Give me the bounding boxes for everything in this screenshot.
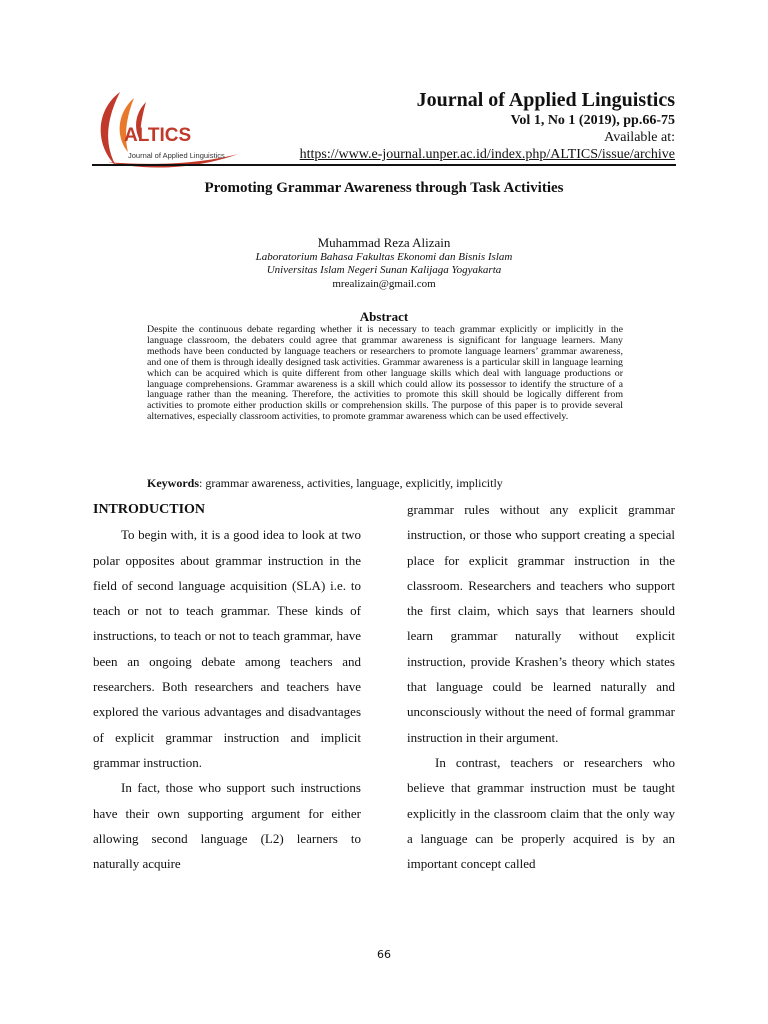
affiliation-line-2: Universitas Islam Negeri Sunan Kalijaga Yogyakarta xyxy=(266,264,502,276)
keywords-label: Keywords xyxy=(147,476,199,490)
page-number: 66 xyxy=(377,948,391,961)
paragraph: grammar rules without any explicit grammar instruction, or those who support creating a special place for explicit grammar instruction in the classroom. Researchers and teachers who support the first claim, which says that learners should learn grammar naturally without explicit instruction, provide Krashen’s theory which states that language could be learned naturally and unconsciously without the need of formal grammar instruction in their argument. xyxy=(407,502,675,745)
paper-title: Promoting Grammar Awareness through Task Activities xyxy=(204,180,564,196)
keywords-line xyxy=(147,476,623,491)
author-email: mrealizain@gmail.com xyxy=(332,278,436,290)
journal-header xyxy=(300,88,675,163)
logo-brand-text: ALTICS xyxy=(124,125,192,146)
available-label: Available at: xyxy=(604,130,675,145)
body-column-right xyxy=(407,497,675,876)
altics-logo-icon xyxy=(90,88,240,170)
paragraph: In fact, those who support such instructions have their own supporting argument for either allowing second language (L2) learners to naturally acquire xyxy=(93,780,361,872)
journal-url-link[interactable]: https://www.e-journal.unper.ac.id/index.php/ALTICS/issue/archive xyxy=(299,147,675,162)
paragraph: In contrast, teachers or researchers who believe that grammar instruction must be taught explicitly in the classroom claim that the only way a language can be properly acquired is by an important concept called xyxy=(407,754,675,872)
affiliation-line-1: Laboratorium Bahasa Fakultas Ekonomi dan Bisnis Islam xyxy=(255,251,513,263)
journal-logo xyxy=(90,88,240,170)
header-divider xyxy=(92,164,676,166)
journal-title: Journal of Applied Linguistics xyxy=(416,89,675,111)
keywords-list: : grammar awareness, activities, language, explicitly, implicitly xyxy=(199,476,503,490)
section-heading-introduction: INTRODUCTION xyxy=(93,502,206,517)
journal-volume: Vol 1, No 1 (2019), pp.66-75 xyxy=(510,113,675,128)
paragraph: To begin with, it is a good idea to look at two polar opposites about grammar instruction in the field of second language acquisition (SLA) i.e. to teach or not to teach grammar. These kinds of instructions, to teach or not to teach grammar, have been an ongoing debate among teachers and researchers. Both researchers and teachers have explored the various advantages and disadvantages of explicit grammar instruction and implicit grammar instruction. xyxy=(93,527,361,770)
body-column-left xyxy=(93,497,361,876)
author-name: Muhammad Reza Alizain xyxy=(317,235,451,250)
abstract-heading: Abstract xyxy=(359,309,409,324)
abstract-text: Despite the continuous debate regarding whether it is necessary to teach grammar explicitly or implicitly in the language classroom, the debaters could agree that grammar awareness is significant for language learners. Many methods have been conducted by language teachers or researchers to promote language learners’ grammar awareness, and one of them is through ideally designed task activities. Grammar awareness is a particular skill in language learning which can be acquired which is quite different from other language skills which deal with language productions or language comprehensions. Grammar awareness is a skill which could allow its possessor to identify the structure of a language rather than the meaning. Therefore, the activities to promote this skill should be logically different from activities to promote either production skills or comprehension skills. The purpose of this paper is to provide several alternatives, especially classroom activities, to promote grammar awareness which can be used effectively. xyxy=(147,324,623,423)
logo-tagline: Journal of Applied Linguistics xyxy=(128,151,225,160)
